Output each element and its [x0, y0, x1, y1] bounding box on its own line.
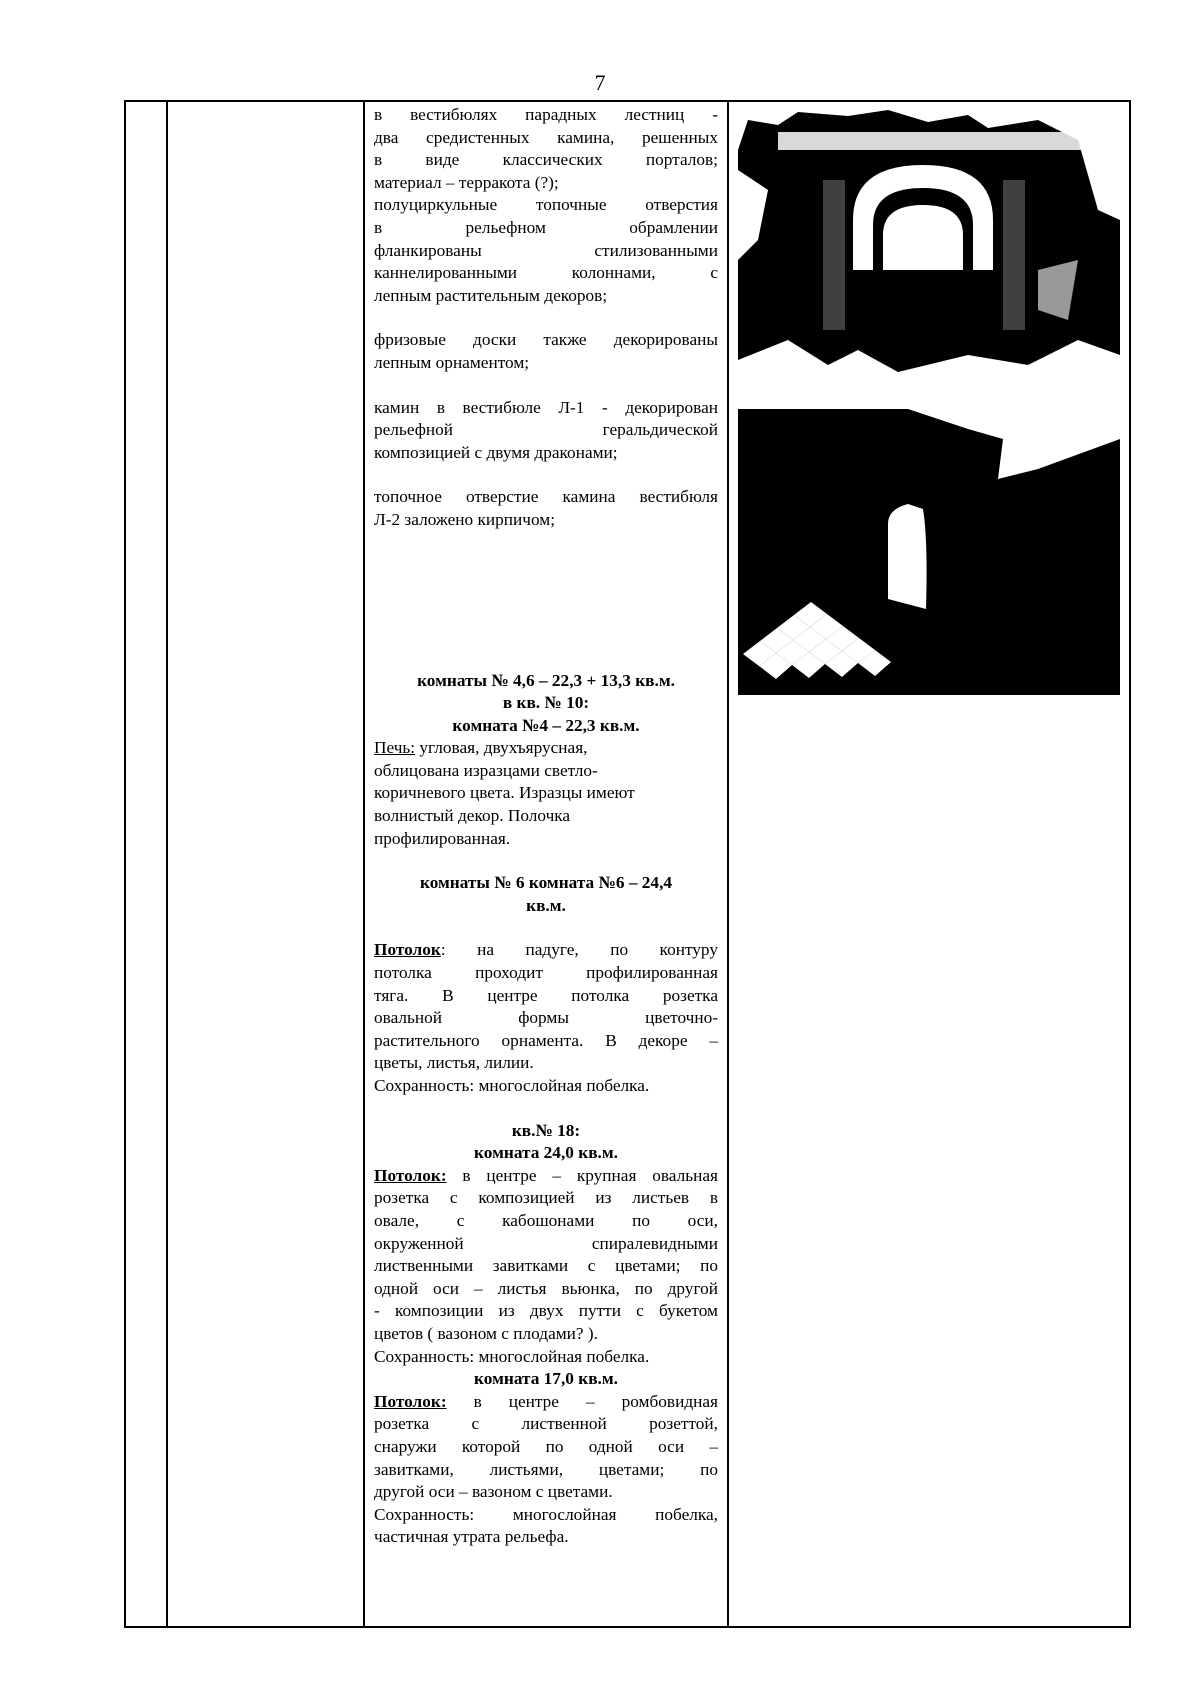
- pech-label: Печь:: [374, 738, 416, 758]
- text-line: волнистый декор. Полочка: [374, 806, 571, 826]
- text-line: Сохранность: многослойная побелка.: [374, 1346, 650, 1366]
- text-line: каннелированными колоннами, с: [374, 263, 718, 283]
- section-heading: комнаты № 4,6 – 22,3 + 13,3 кв.м.: [417, 670, 675, 690]
- section-heading: кв.№ 18:: [511, 1120, 581, 1140]
- potolok-label: Потолок:: [374, 1165, 447, 1185]
- fireplace-photo-2: [738, 409, 1120, 695]
- text-line: профилированная.: [374, 828, 511, 848]
- text-line: овале, с кабошонами по оси,: [374, 1210, 718, 1230]
- text-line: - композиции из двух путти с букетом: [374, 1301, 718, 1321]
- text-line: [374, 1391, 718, 1414]
- text-line: Сохранность: многослойная побелка.: [374, 1076, 650, 1095]
- potolok-label: Потолок:: [374, 1391, 447, 1411]
- text-line: [374, 939, 718, 962]
- inventory-table: [124, 100, 1131, 1628]
- text-line: в виде классических порталов;: [374, 150, 718, 170]
- text-line: топочное отверстие камина вестибюля: [374, 487, 718, 507]
- text-line: цветы, листья, лилии.: [374, 1053, 534, 1073]
- text-line: цветов ( вазоном с плодами? ).: [374, 1323, 598, 1343]
- text-line: коричневого цвета. Изразцы имеют: [374, 783, 635, 803]
- column-divider: [727, 102, 729, 1626]
- description-cell: [374, 104, 718, 1549]
- text-line: Л-2 заложено кирпичом;: [374, 509, 556, 529]
- text-fragment: в центре – ромбовидная: [446, 1391, 718, 1411]
- text-line: фризовые доски также декорированы: [374, 330, 718, 350]
- text-line: два средистенных камина, решенных: [374, 127, 718, 147]
- potolok-label: Потолок: [374, 940, 441, 960]
- text-line: [374, 1165, 718, 1188]
- text-line: розетка с лиственной розеттой,: [374, 1414, 718, 1434]
- section-heading: комнаты № 6 комната №6 – 24,4: [419, 873, 673, 893]
- text-line: фланкированы стилизованными: [374, 240, 718, 260]
- text-line: розетка с композицией из листьев в: [374, 1188, 718, 1208]
- text-line: лепным орнаментом;: [374, 352, 530, 372]
- text-line: тяга. В центре потолка розетка: [374, 985, 718, 1005]
- text-line: растительного орнамента. В декоре –: [374, 1030, 718, 1050]
- text-line: лепным растительным декоров;: [374, 285, 608, 305]
- text-line: потолка проходит профилированная: [374, 963, 718, 983]
- section-heading: в кв. № 10:: [502, 693, 590, 713]
- text-line: овальной формы цветочно-: [374, 1008, 718, 1028]
- text-line: полуциркульные топочные отверстия: [374, 195, 718, 215]
- page-number: 7: [594, 70, 606, 95]
- text-fragment: : на падуге, по контуру: [440, 940, 718, 960]
- column-divider: [166, 102, 168, 1626]
- text-line: другой оси – вазоном с цветами.: [374, 1482, 613, 1502]
- text-line: окруженной спиралевидными: [374, 1233, 718, 1253]
- text-line: композицией с двумя драконами;: [374, 442, 618, 462]
- text-line: одной оси – листья вьюнка, по другой: [374, 1278, 718, 1298]
- text-line: лиственными завитками с цветами; по: [374, 1256, 718, 1276]
- section-heading: кв.м.: [526, 895, 566, 915]
- text-line: облицована изразцами светло-: [374, 760, 598, 780]
- text-line: рельефной геральдической: [374, 420, 718, 440]
- text-line: в рельефном обрамлении: [374, 217, 718, 237]
- text-line: материал – терракота (?);: [374, 172, 559, 192]
- text-fragment: угловая, двухъярусная,: [415, 738, 588, 758]
- section-heading: комната №4 – 22,3 кв.м.: [452, 715, 640, 735]
- text-line: [374, 737, 718, 760]
- fireplace-photo-1: [738, 110, 1120, 387]
- text-line: завитками, листьями, цветами; по: [374, 1459, 718, 1479]
- section-heading: комната 24,0 кв.м.: [474, 1143, 618, 1163]
- text-fragment: в центре – крупная овальная: [446, 1165, 718, 1185]
- column-divider: [363, 102, 365, 1626]
- text-line: Сохранность: многослойная побелка,: [374, 1504, 718, 1524]
- section-heading: комната 17,0 кв.м.: [474, 1369, 618, 1389]
- text-line: камин в вестибюле Л-1 - декорирован: [374, 397, 718, 417]
- text-line: в вестибюлях парадных лестниц -: [374, 105, 718, 124]
- text-line: частичная утрата рельефа.: [374, 1527, 569, 1547]
- text-line: снаружи которой по одной оси –: [374, 1436, 718, 1456]
